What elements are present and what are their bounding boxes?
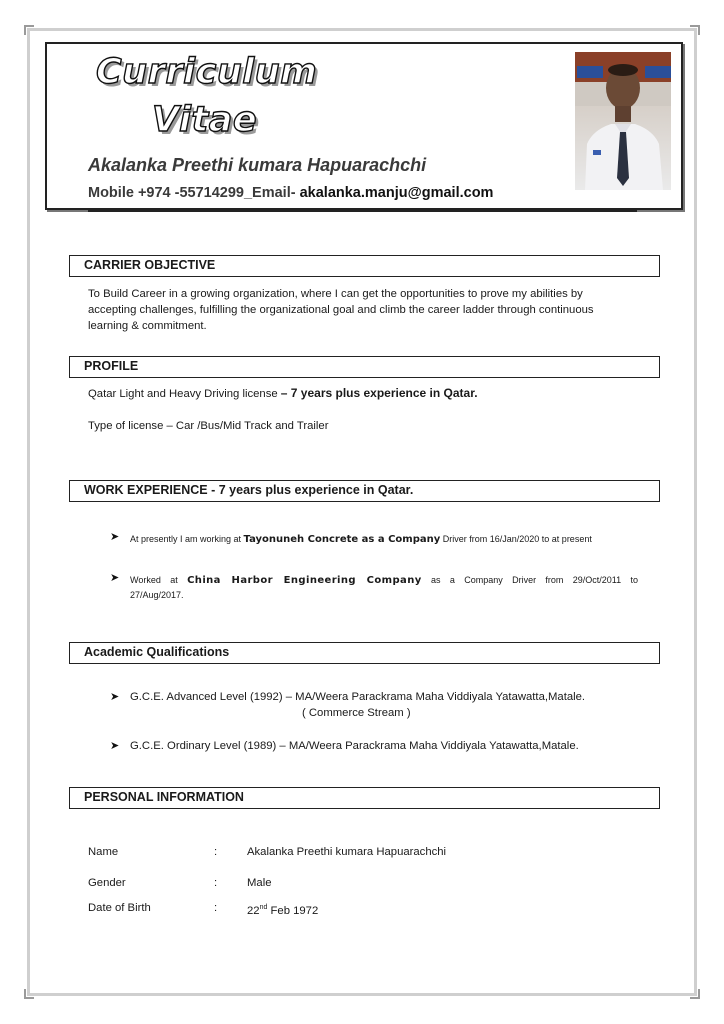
- personal-value-gender: Male: [247, 877, 272, 889]
- academic-item-1: G.C.E. Advanced Level (1992) – MA/Weera Parackrama Maha Viddiyala Yatawatta,Matale.: [130, 691, 586, 703]
- work2-pre: Worked at: [130, 575, 188, 585]
- arrowhead-bullet-icon: ➤: [110, 691, 120, 703]
- license-experience: – 7 years plus experience in Qatar.: [280, 386, 478, 400]
- contact-phone: Mobile +974 -55714299_Email-: [88, 185, 300, 201]
- dob-suffix: nd: [259, 904, 268, 911]
- dob-day: 22: [247, 904, 260, 917]
- dob-rest: Feb 1972: [267, 904, 319, 917]
- contact-line: [88, 185, 493, 201]
- section-heading-objective: CARRIER OBJECTIVE: [69, 255, 660, 277]
- profile-photo: [575, 52, 671, 190]
- cv-title-line1: Curriculum: [96, 52, 318, 92]
- section-heading-academic: Academic Qualifications: [69, 642, 660, 664]
- section-heading-work: [69, 480, 660, 502]
- corner-mark: [24, 25, 34, 35]
- objective-line2: accepting challenges, fulfilling the organizational goal and climb the career ladder through continuous: [88, 304, 594, 316]
- work1-pre: At presently I am working at: [130, 534, 244, 544]
- arrowhead-bullet-icon: ➤: [110, 740, 120, 752]
- personal-label-dob: Date of Birth: [88, 902, 151, 914]
- person-photo-icon: [575, 52, 671, 190]
- contact-email[interactable]: akalanka.manju@gmail.com: [299, 185, 494, 201]
- work-item-1: [130, 531, 592, 548]
- personal-label-name: Name: [88, 846, 119, 858]
- profile-license-type: Type of license – Car /Bus/Mid Track and Trailer: [88, 420, 329, 432]
- cv-title-line2: Vitae: [152, 100, 258, 140]
- arrowhead-bullet-icon: ➤: [110, 531, 120, 543]
- personal-value-name: Akalanka Preethi kumara Hapuarachchi: [247, 846, 447, 858]
- license-text: Qatar Light and Heavy Driving license: [88, 388, 281, 400]
- work1-post: Driver from 16/Jan/2020 to at present: [440, 534, 592, 544]
- objective-line1: To Build Career in a growing organization, where I can get the opportunities to prove my abilities by: [88, 288, 583, 300]
- personal-sep: :: [214, 902, 218, 914]
- candidate-name: Akalanka Preethi kumara Hapuarachchi: [88, 155, 427, 175]
- work2-post: as a Company Driver from 29/Oct/2011 to: [421, 575, 639, 585]
- corner-mark: [24, 989, 34, 999]
- work-heading-text: WORK EXPERIENCE -: [84, 483, 219, 497]
- academic-item-2: G.C.E. Ordinary Level (1989) – MA/Weera Parackrama Maha Viddiyala Yatawatta,Matale.: [130, 740, 579, 752]
- personal-label-gender: Gender: [88, 877, 126, 889]
- corner-mark: [690, 989, 700, 999]
- corner-mark: [690, 25, 700, 35]
- objective-line3: learning & commitment.: [88, 320, 207, 332]
- work-item-2-line2: 27/Aug/2017.: [130, 590, 184, 600]
- work-item-2: [130, 572, 638, 589]
- section-heading-personal: PERSONAL INFORMATION: [69, 787, 660, 809]
- profile-license: [88, 385, 478, 402]
- personal-value-dob: [247, 900, 318, 919]
- work1-company: Tayonuneh Concrete as a Company: [243, 534, 441, 545]
- header-rule: [88, 210, 637, 212]
- personal-sep: :: [214, 846, 218, 858]
- work2-company: China Harbor Engineering Company: [187, 575, 422, 586]
- arrowhead-bullet-icon: ➤: [110, 572, 120, 584]
- personal-sep: :: [214, 877, 218, 889]
- academic-item-1-stream: ( Commerce Stream ): [302, 707, 411, 719]
- section-heading-profile: PROFILE: [69, 356, 660, 378]
- work-heading-bold: 7 years plus experience in Qatar.: [218, 483, 414, 497]
